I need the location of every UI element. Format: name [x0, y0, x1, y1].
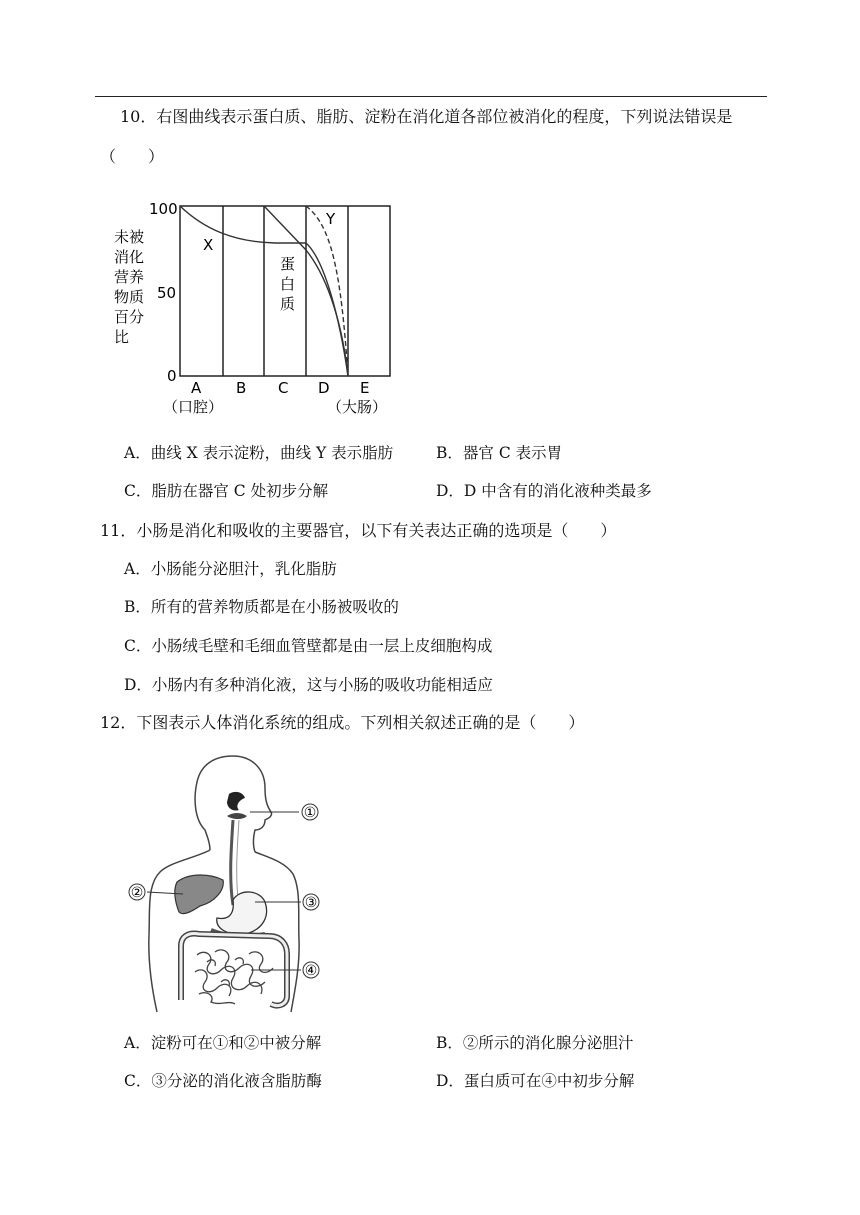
x-sublabel-a: （口腔） — [163, 398, 224, 416]
q11-stem: 11．小肠是消化和吸收的主要器官，以下有关表达正确的选项是（ ） — [100, 521, 617, 540]
x-label-d: D — [318, 379, 330, 397]
ylabel-line-5: 百分 — [114, 308, 145, 326]
curve-x-label: X — [203, 236, 214, 254]
x-label-c: C — [278, 379, 289, 397]
q12-option-a: A．淀粉可在①和②中被分解 — [124, 1034, 322, 1052]
ylabel-line-1: 未被 — [114, 228, 145, 246]
label-2: ② — [130, 885, 144, 901]
x-label-a: A — [191, 379, 202, 397]
ylabel-line-4: 物质 — [114, 288, 145, 306]
ylabel-line-6: 比 — [114, 328, 130, 346]
q10-option-c: C．脂肪在器官 C 处初步分解 — [124, 482, 329, 500]
header-rule — [95, 96, 767, 97]
q11-option-a: A．小肠能分泌胆汁，乳化脂肪 — [124, 560, 337, 578]
x-label-b: B — [236, 379, 247, 397]
x-label-e: E — [360, 379, 370, 397]
q10-answer-paren: （ ） — [100, 147, 165, 166]
y-tick-100: 100 — [149, 200, 178, 218]
q10-stem: 10．右图曲线表示蛋白质、脂肪、淀粉在消化道各部位被消化的程度，下列说法错误是 — [120, 107, 733, 126]
protein-label-3: 质 — [280, 295, 296, 313]
q11-option-b: B．所有的营养物质都是在小肠被吸收的 — [124, 598, 399, 616]
x-sublabel-e: （大肠） — [327, 398, 388, 416]
mouth-region — [227, 792, 245, 811]
q12-option-b: B．②所示的消化腺分泌胆汁 — [436, 1034, 634, 1052]
q10-option-a: A．曲线 X 表示淀粉，曲线 Y 表示脂肪 — [124, 444, 394, 462]
q11-option-c: C．小肠绒毛壁和毛细血管壁都是由一层上皮细胞构成 — [124, 637, 493, 655]
esophagus — [231, 820, 233, 905]
q10-option-b: B．器官 C 表示胃 — [436, 444, 563, 462]
q12-stem: 12．下图表示人体消化系统的组成。下列相关叙述正确的是（ ） — [100, 713, 585, 732]
small-intestine — [195, 950, 273, 1004]
y-tick-0: 0 — [167, 367, 177, 385]
curve-y-label: Y — [326, 210, 336, 228]
q12-option-c: C．③分泌的消化液含脂肪酶 — [124, 1072, 322, 1090]
q10-option-d: D．D 中含有的消化液种类最多 — [436, 482, 652, 500]
curve-y — [306, 206, 348, 376]
q11-option-d: D．小肠内有多种消化液，这与小肠的吸收功能相适应 — [124, 676, 493, 694]
ylabel-line-2: 消化 — [114, 248, 145, 266]
digestive-system-diagram — [115, 750, 335, 1020]
label-1: ① — [303, 805, 317, 821]
protein-label-2: 白 — [280, 275, 296, 293]
label-4: ④ — [304, 963, 318, 979]
ylabel-line-3: 营养 — [114, 268, 145, 286]
protein-label-1: 蛋 — [280, 255, 296, 273]
q12-option-d: D．蛋白质可在④中初步分解 — [436, 1072, 635, 1090]
digestion-chart — [105, 190, 405, 420]
y-tick-50: 50 — [157, 284, 177, 302]
stomach — [217, 892, 267, 934]
label-3: ③ — [304, 895, 318, 911]
